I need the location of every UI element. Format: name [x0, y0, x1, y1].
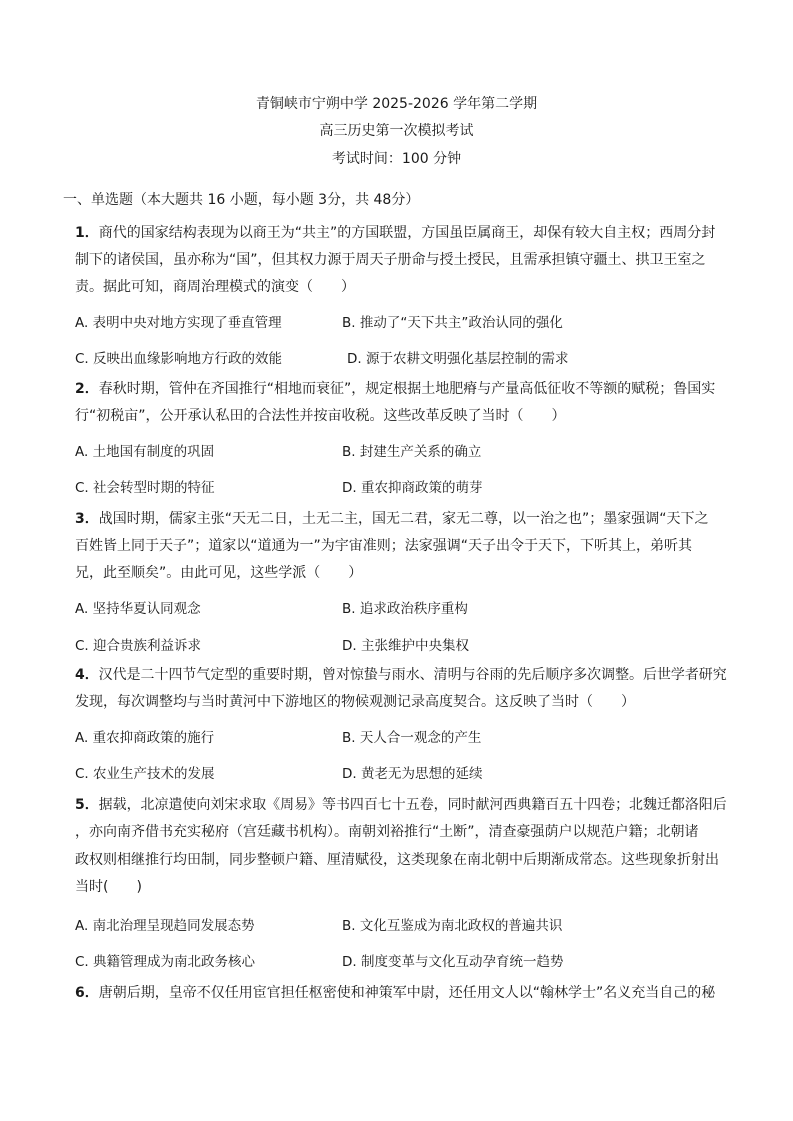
question-3-line-1: 3．战国时期，儒家主张“天无二日，土无二主，国无二君，家无二尊，以一治之也”；墨家强调“天下之	[75, 511, 709, 527]
question-3-line-3: 兄，此至顺矣”。由此可见，这些学派（ ）	[75, 565, 363, 581]
question-5-option-b[interactable]: B. 文化互鉴成为南北政权的普遍共识	[342, 918, 563, 934]
question-number: 2．	[75, 381, 99, 397]
question-3-option-c[interactable]: C. 迎合贵族利益诉求	[75, 638, 202, 654]
question-3-option-b[interactable]: B. 追求政治秩序重构	[342, 601, 468, 617]
question-1-line-2: 制下的诸侯国，虽亦称为“国”，但其权力源于周天子册命与授土授民，且需承担镇守疆土、拱卫王室之	[75, 252, 706, 268]
question-number: 3．	[75, 511, 99, 527]
question-number: 1．	[75, 225, 99, 241]
question-5-option-c[interactable]: C. 典籍管理成为南北政务核心	[75, 954, 256, 970]
question-1-option-c[interactable]: C. 反映出血缘影响地方行政的效能	[75, 351, 283, 367]
question-4-option-d[interactable]: D. 黄老无为思想的延续	[342, 766, 483, 782]
question-2-option-c[interactable]: C. 社会转型时期的特征	[75, 480, 215, 496]
question-2-line-1: 2．春秋时期，管仲在齐国推行“相地而衰征”，规定根据土地肥瘠与产量高低征收不等额的赋税；鲁国实	[75, 381, 716, 397]
question-1-option-b[interactable]: B. 推动了“天下共主”政治认同的强化	[342, 315, 563, 331]
question-1-option-a[interactable]: A. 表明中央对地方实现了垂直管理	[75, 315, 282, 331]
question-1-line-3: 责。据此可知，商周治理模式的演变（ ）	[75, 279, 355, 295]
question-number: 5．	[75, 797, 99, 813]
question-number: 6．	[75, 985, 99, 1001]
question-5-line-4: 当时( )	[75, 879, 142, 895]
question-4-line-1: 4．汉代是二十四节气定型的重要时期，曾对惊蛰与雨水、清明与谷雨的先后顺序多次调整。后世学者研究	[75, 667, 727, 683]
exam-title: 高三历史第一次模拟考试	[319, 123, 474, 139]
question-5-line-1: 5．据载，北凉遣使向刘宋求取《周易》等书四百七十五卷，同时献河西典籍百五十四卷；北魏迁都洛阳后	[75, 797, 727, 813]
question-3-option-a[interactable]: A. 坚持华夏认同观念	[75, 601, 201, 617]
exam-time: 考试时间：100 分钟	[331, 151, 462, 167]
question-2-option-b[interactable]: B. 封建生产关系的确立	[342, 444, 482, 460]
question-2-option-a[interactable]: A. 土地国有制度的巩固	[75, 444, 215, 460]
school-title: 青铜峡市宁朔中学 2025-2026 学年第二学期	[255, 96, 538, 112]
question-3-option-d[interactable]: D. 主张维护中央集权	[342, 638, 469, 654]
question-number: 4．	[75, 667, 99, 683]
question-4-option-b[interactable]: B. 天人合一观念的产生	[342, 730, 482, 746]
question-5-line-3: 政权则相继推行均田制，同步整顿户籍、厘清赋役，这类现象在南北朝中后期渐成常态。这些现象折射出	[75, 852, 719, 868]
question-1-line-1: 1．商代的国家结构表现为以商王为“共主”的方国联盟，方国虽臣属商王，却保有较大自主权；西周分封	[75, 225, 716, 241]
question-4-line-2: 发现，每次调整均与当时黄河中下游地区的物候观测记录高度契合。这反映了当时（ ）	[75, 694, 635, 710]
question-6-line-1: 6．唐朝后期，皇帝不仅任用宦官担任枢密使和神策军中尉，还任用文人以“翰林学士”名义充当自己的秘	[75, 985, 716, 1001]
question-1-option-d[interactable]: D. 源于农耕文明强化基层控制的需求	[347, 351, 569, 367]
question-2-line-2: 行“初税亩”，公开承认私田的合法性并按亩收税。这些改革反映了当时（ ）	[75, 408, 566, 424]
question-2-option-d[interactable]: D. 重农抑商政策的萌芽	[342, 480, 483, 496]
question-5-line-2: ，亦向南齐借书充实秘府（宫廷藏书机构）。南朝刘裕推行“土断”，清查豪强荫户以规范户籍；北朝诸	[75, 824, 699, 840]
question-4-option-c[interactable]: C. 农业生产技术的发展	[75, 766, 215, 782]
question-5-option-a[interactable]: A. 南北治理呈现趋同发展态势	[75, 918, 255, 934]
section-heading: 一、单选题（本大题共 16 小题，每小题 3分，共 48分）	[63, 192, 420, 208]
question-3-line-2: 百姓皆上同于天子”；道家以“道通为一”为宇宙准则；法家强调“天子出令于天下，下听其上，弟听其	[75, 538, 693, 554]
question-5-option-d[interactable]: D. 制度变革与文化互动孕育统一趋势	[342, 954, 564, 970]
question-4-option-a[interactable]: A. 重农抑商政策的施行	[75, 730, 215, 746]
